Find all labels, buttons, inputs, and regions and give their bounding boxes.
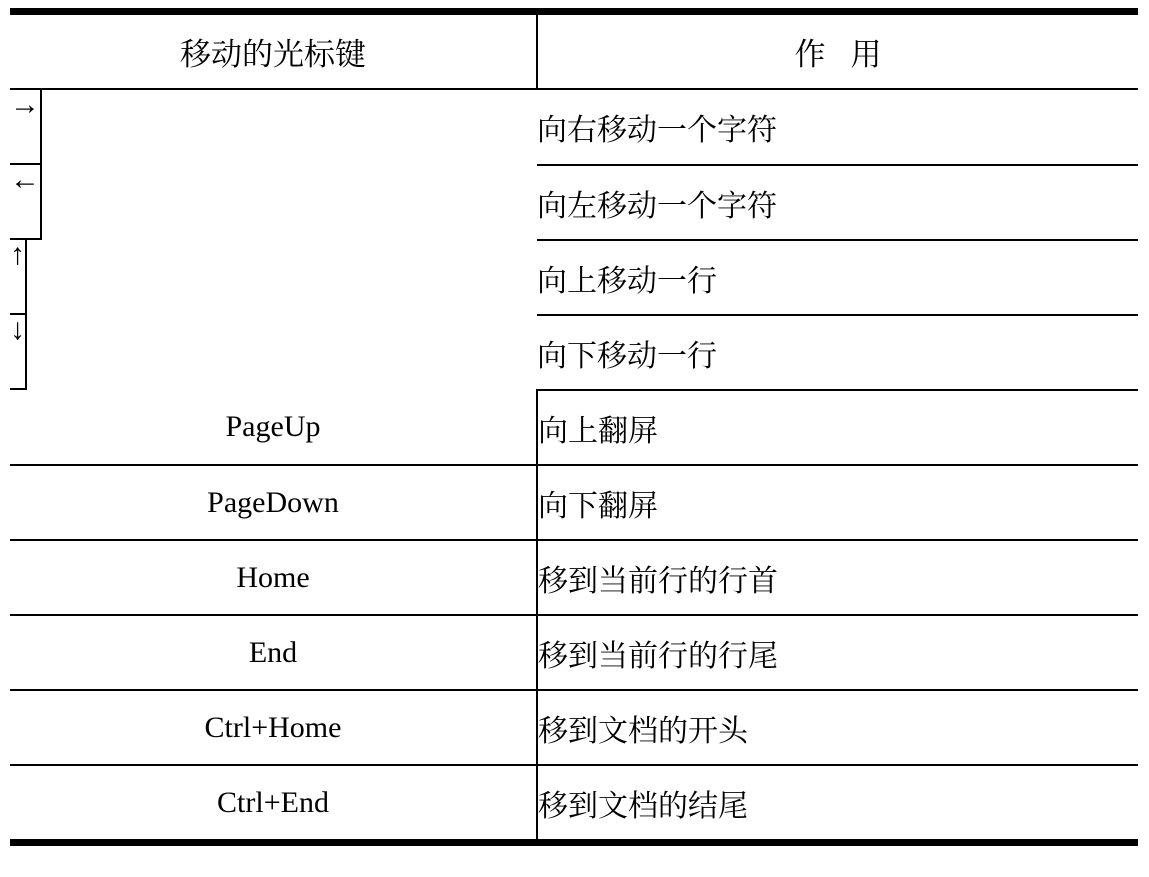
header-cell-effect: 作 用: [537, 12, 1138, 90]
table-row: [10, 89, 1138, 165]
header-cell-key: 移动的光标键: [10, 12, 537, 90]
table-row: [10, 690, 1138, 765]
cursor-key-table: [10, 8, 1138, 846]
table-row: [10, 315, 1138, 390]
table-row: [10, 390, 1138, 465]
key-cell: Ctrl+Home: [10, 690, 537, 765]
table-row: [10, 165, 1138, 240]
table-header-row: [10, 12, 1138, 90]
table-row: [10, 615, 1138, 690]
effect-cell: 移到当前行的行首: [537, 540, 1138, 615]
table-row: [10, 465, 1138, 540]
key-cell: ←: [10, 165, 42, 240]
key-cell: Home: [10, 540, 537, 615]
effect-cell: 向上翻屏: [537, 390, 1138, 465]
effect-cell: 向下移动一行: [537, 315, 1138, 390]
key-cell: →: [10, 90, 42, 165]
effect-cell: 移到文档的开头: [537, 690, 1138, 765]
table-row: [10, 765, 1138, 843]
effect-cell: 向左移动一个字符: [537, 165, 1138, 240]
effect-cell: 向上移动一行: [537, 240, 1138, 315]
key-cell: End: [10, 615, 537, 690]
effect-cell: 向下翻屏: [537, 465, 1138, 540]
key-cell: Ctrl+End: [10, 765, 537, 843]
key-cell: ↓: [10, 315, 27, 390]
effect-cell: 向右移动一个字符: [537, 89, 1138, 165]
table-row: [10, 540, 1138, 615]
key-cell: PageUp: [10, 390, 537, 465]
key-cell: ↑: [10, 240, 27, 315]
effect-cell: 移到当前行的行尾: [537, 615, 1138, 690]
table-row: [10, 240, 1138, 315]
effect-cell: 移到文档的结尾: [537, 765, 1138, 843]
document-page: [0, 8, 1149, 877]
key-cell: PageDown: [10, 465, 537, 540]
